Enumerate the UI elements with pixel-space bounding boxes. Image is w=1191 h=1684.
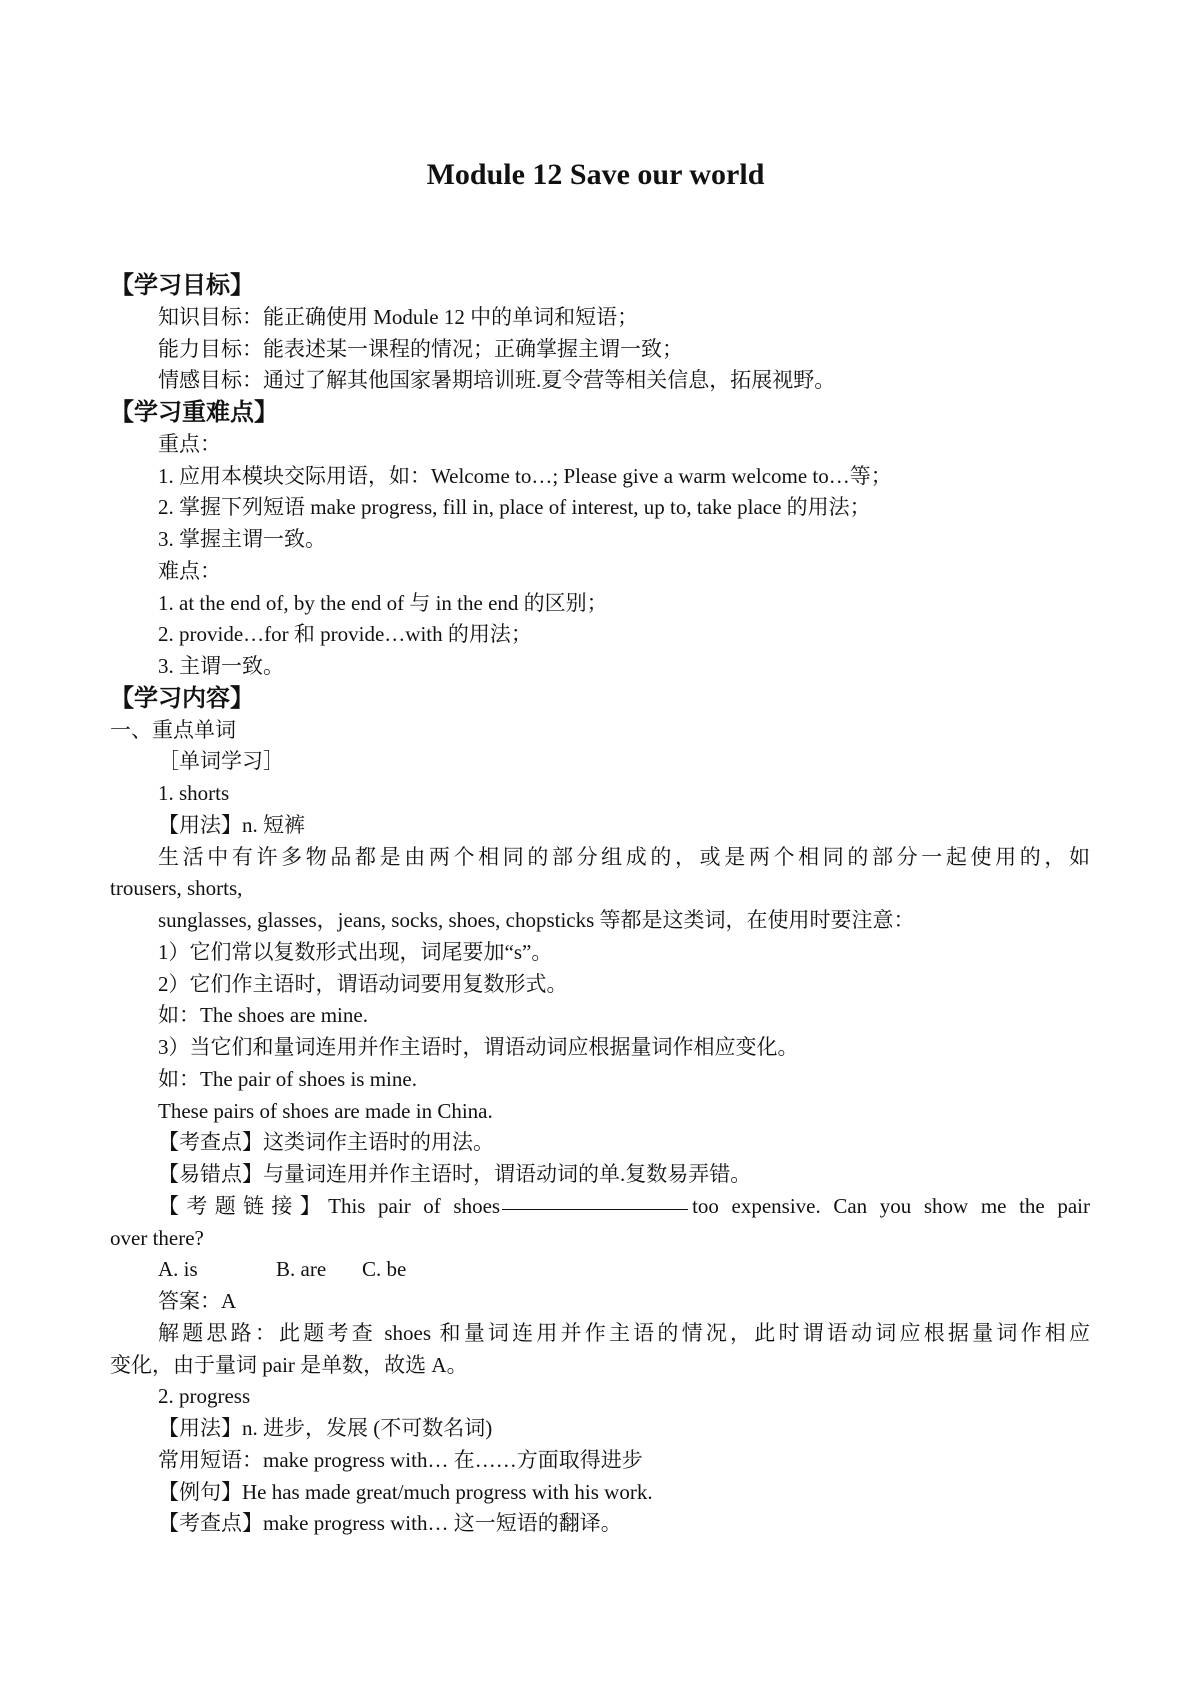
difficulty-item-3: 3. 主谓一致。 [158,654,284,678]
word1-example2: 如：The pair of shoes is mine. [158,1066,417,1091]
word1-answer: 答案：A [158,1289,237,1313]
section-heading-key-points: 【学习重难点】 [110,398,278,426]
option-c: C. be [362,1257,407,1282]
difficulty-item-2: 2. provide…for 和 provide…with 的用法； [158,622,532,647]
word1-options [110,1254,1090,1286]
word1-exam-link [110,1191,1090,1223]
word2-exam-point: 【考查点】make progress with… 这一短语的翻译。 [158,1511,622,1536]
option-b: B. are [276,1257,327,1282]
word1-rule1: 1）它们常以复数形式出现，词尾要加“s”。 [158,939,553,964]
word1-rule3: 3）当它们和量词连用并作主语时，谓语动词应根据量词作相应变化。 [158,1035,799,1059]
word1-rule2: 2）它们作主语时，谓语动词要用复数形式。 [158,971,568,996]
focus-item-2: 2. 掌握下列短语 make progress, fill in, place of interest, up to, take place 的用法； [158,495,871,520]
word1-title: 1. shorts [158,781,230,805]
objective-emotion: 情感目标：通过了解其他国家暑期培训班.夏令营等相关信息，拓展视野。 [158,368,836,393]
word1-analysis-line2: 变化，由于量词 pair 是单数，故选 A。 [110,1352,468,1377]
word1-exam-link-cont: over there? [110,1225,204,1250]
document-body [110,270,1090,1540]
word2-usage: 【用法】n. 进步，发展 (不可数名词) [158,1416,493,1440]
word1-example3: These pairs of shoes are made in China. [158,1098,493,1123]
word1-desc-line1: 生活中有许多物品都是由两个相同的部分组成的，或是两个相同的部分一起使用的，如 [158,844,1090,869]
section-heading-content: 【学习内容】 [110,683,254,712]
word2-phrase: 常用短语：make progress with… 在……方面取得进步 [158,1447,643,1472]
answer-blank [502,1208,688,1210]
part-heading-key-words: 一、重点单词 [110,717,236,742]
focus-item-1: 1. 应用本模块交际用语，如：Welcome to…; Please give a warm welcome to…等； [158,463,892,488]
difficulty-label: 难点： [158,558,221,583]
difficulty-item-1: 1. at the end of, by the end of 与 in the end 的区别； [158,590,608,615]
word1-exam-point: 【考查点】这类词作主语时的用法。 [158,1130,494,1155]
word2-example: 【例句】He has made great/much progress with his work. [158,1479,653,1504]
word1-error-point: 【易错点】与量词连用并作主语时，谓语动词的单.复数易弄错。 [158,1162,752,1186]
document-title: Module 12 Save our world [426,158,765,191]
focus-item-3: 3. 掌握主谓一致。 [158,527,326,551]
exam-link-start: 【考题链接】This pair of shoes [158,1193,501,1218]
word1-desc-line2: trousers, shorts, [110,876,243,901]
word1-analysis-line1: 解题思路：此题考查 shoes 和量词连用并作主语的情况，此时谓语动词应根据量词作相应 [158,1320,1090,1345]
vocab-label: ［单词学习］ [158,749,284,774]
word2-title: 2. progress [158,1384,251,1409]
section-heading-objectives: 【学习目标】 [110,271,254,299]
objective-knowledge: 知识目标：能正确使用 Module 12 中的单词和短语； [158,304,639,329]
option-a: A. is [158,1257,198,1282]
word1-example1: 如：The shoes are mine. [158,1003,368,1028]
word1-usage: 【用法】n. 短裤 [158,812,305,837]
objective-ability: 能力目标：能表述某一课程的情况；正确掌握主谓一致； [158,336,683,361]
focus-label: 重点： [158,431,221,456]
word1-desc-line3: sunglasses, glasses，jeans, socks, shoes, chopsticks 等都是这类词，在使用时要注意： [158,908,915,932]
exam-link-end: too expensive. Can you show me the pair [692,1193,1090,1218]
